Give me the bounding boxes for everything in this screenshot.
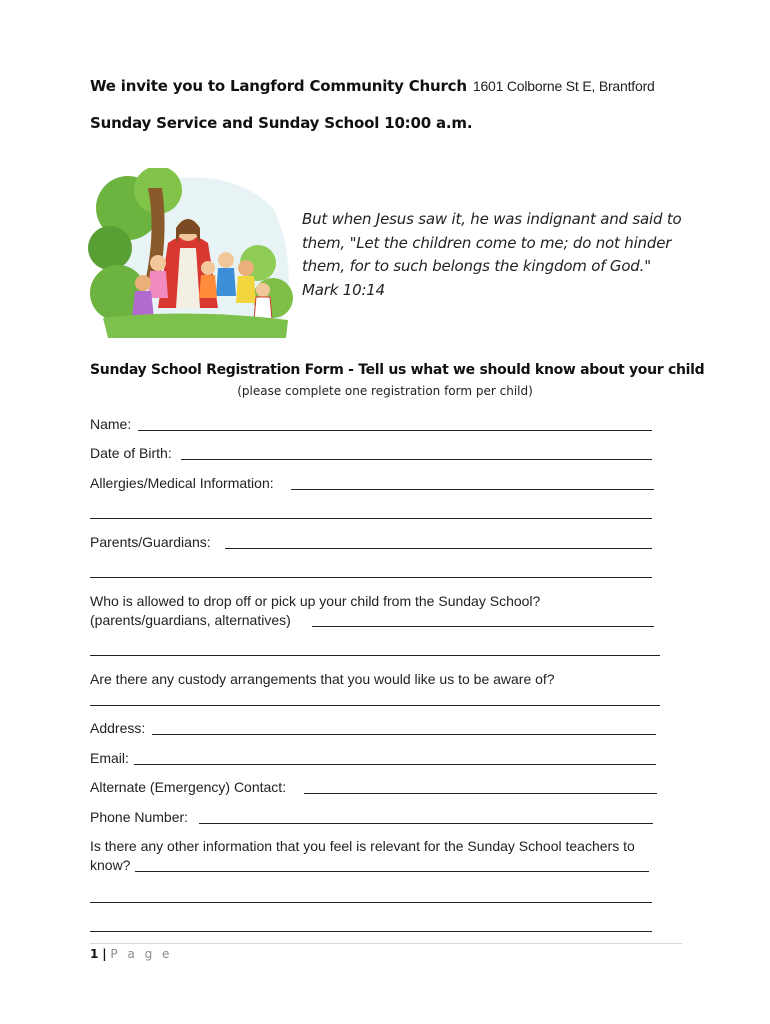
page-footer: [90, 947, 172, 961]
phone-label: Phone Number:: [90, 809, 189, 825]
invite-text: We invite you to Langford Community Church: [90, 77, 467, 95]
other-info-field-line-3[interactable]: [90, 931, 652, 932]
dropoff-field-line-2[interactable]: [90, 655, 660, 656]
church-address: 1601 Colborne St E, Brantford: [472, 78, 655, 94]
quote-line: But when Jesus saw it, he was indignant and said to: [302, 210, 682, 228]
other-info-field[interactable]: [135, 871, 649, 872]
form-title: Sunday School Registration Form - Tell us what we should know about your child: [90, 362, 705, 378]
dropoff-field[interactable]: [312, 626, 654, 627]
name-label: Name:: [90, 416, 132, 432]
dob-field[interactable]: [181, 459, 652, 460]
invite-heading: [90, 77, 655, 95]
dropoff-question: Who is allowed to drop off or pick up your child from the Sunday School?: [90, 593, 541, 609]
custody-question: Are there any custody arrangements that you would like us to be aware of?: [90, 671, 555, 687]
scripture-quote: [302, 208, 702, 302]
parents-field-line-2[interactable]: [90, 577, 652, 578]
other-info-question-cont: know?: [90, 857, 131, 873]
quote-line: them, "Let the children come to me; do not hinder: [302, 233, 672, 252]
page-separator: |: [102, 947, 107, 961]
jesus-with-children-illustration: [88, 168, 293, 340]
email-field[interactable]: [134, 764, 656, 765]
alt-contact-field[interactable]: [304, 793, 657, 794]
address-field[interactable]: [152, 734, 656, 735]
parents-field[interactable]: [225, 548, 652, 549]
parents-label: Parents/Guardians:: [90, 534, 211, 550]
page-word: P a g e: [110, 947, 173, 961]
custody-field[interactable]: [90, 705, 660, 706]
dropoff-subquestion: (parents/guardians, alternatives): [90, 612, 291, 628]
footer-divider: [90, 943, 682, 944]
scripture-reference: Mark 10:14: [302, 280, 385, 299]
service-time-heading: Sunday Service and Sunday School 10:00 a.m.: [90, 114, 473, 132]
name-field[interactable]: [138, 430, 652, 431]
other-info-question: Is there any other information that you feel is relevant for the Sunday School teachers to: [90, 838, 635, 854]
quote-line: them, for to such belongs the kingdom of God.": [302, 257, 651, 275]
address-label: Address:: [90, 720, 146, 736]
phone-field[interactable]: [199, 823, 653, 824]
allergies-field-line-2[interactable]: [90, 518, 652, 519]
alt-contact-label: Alternate (Emergency) Contact:: [90, 779, 287, 795]
allergies-field[interactable]: [291, 489, 654, 490]
page-number: 1: [90, 947, 99, 961]
form-subtitle: (please complete one registration form per child): [237, 384, 533, 398]
email-label: Email:: [90, 750, 129, 766]
other-info-field-line-2[interactable]: [90, 902, 652, 903]
dob-label: Date of Birth:: [90, 445, 172, 461]
allergies-label: Allergies/Medical Information:: [90, 475, 274, 491]
